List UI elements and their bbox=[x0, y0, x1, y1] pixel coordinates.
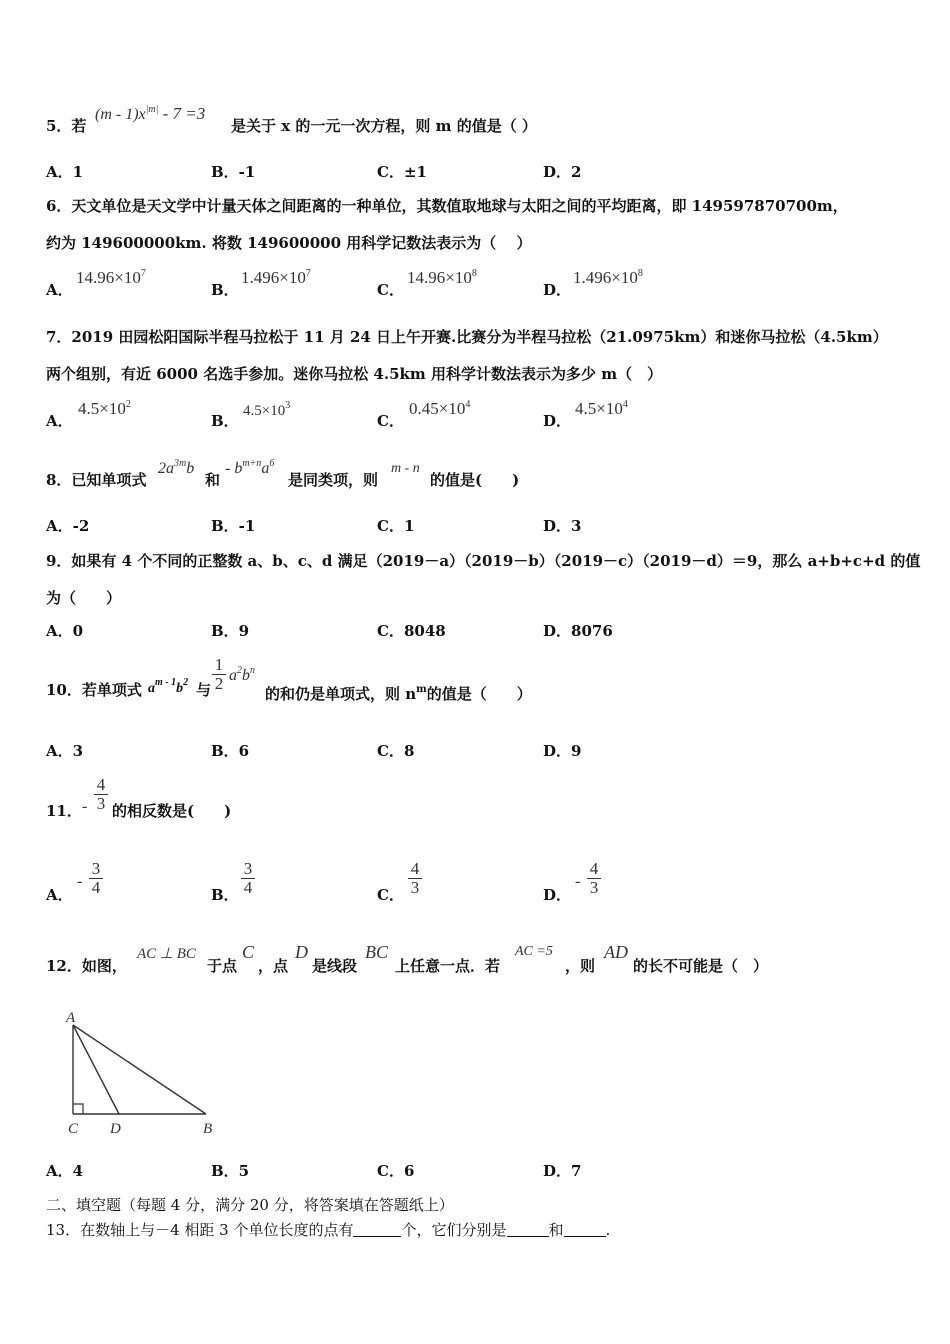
q9-option-b: B．9 bbox=[211, 622, 250, 640]
q6-option-b-value bbox=[241, 268, 311, 288]
q7-label-d: D． bbox=[543, 412, 572, 430]
q12-expr-ad: AD bbox=[604, 942, 628, 962]
q9-option-a: A．0 bbox=[46, 622, 84, 640]
label-a: A bbox=[66, 1010, 76, 1026]
q6-b-base: 1.496×10 bbox=[241, 268, 306, 287]
q10-mono-sup2: 2 bbox=[183, 677, 189, 688]
q6-label-b: B． bbox=[211, 281, 239, 299]
q8-m2-sup: m+n bbox=[242, 458, 262, 469]
label-c: C bbox=[68, 1121, 79, 1137]
q6-a-base: 14.96×10 bbox=[76, 268, 141, 287]
q12-expr-c: C bbox=[242, 942, 255, 962]
q12-text-6: 的长不可能是（ ） bbox=[633, 957, 769, 975]
q6-option-c-value bbox=[407, 268, 477, 288]
q11-frac-num: 4 bbox=[94, 776, 108, 795]
q12-triangle-figure bbox=[46, 1005, 226, 1145]
q12-option-d: D．7 bbox=[543, 1162, 582, 1180]
q11-b-den: 4 bbox=[243, 878, 253, 897]
q10-option-c: C．8 bbox=[377, 742, 415, 760]
q8-monomial-1 bbox=[158, 458, 194, 478]
side-ab bbox=[73, 1025, 206, 1114]
q6-b-exp: 7 bbox=[305, 268, 311, 279]
q10-term-sup2: n bbox=[250, 665, 255, 676]
q10-mono-sup: m - 1 bbox=[155, 677, 177, 688]
q12-expr-ac: AC =5 bbox=[515, 944, 553, 959]
q6-option-a-value bbox=[76, 268, 146, 288]
q7-a-base: 4.5×10 bbox=[78, 399, 126, 418]
q5-eq-pre: (m - 1)x bbox=[95, 106, 146, 123]
q10-term-sup: 2 bbox=[237, 665, 242, 676]
q10-fraction bbox=[212, 656, 226, 693]
q6-line1: 6．天文单位是天文学中计量天体之间距离的一种单位，其数值取地球与太阳之间的平均距离，即 149597870700m， bbox=[46, 197, 848, 215]
q5-number: 5．若 bbox=[46, 117, 87, 135]
q6-line2: 约为 149600000km. 将数 149600000 用科学记数法表示为（ ） bbox=[46, 234, 532, 252]
q13-part3: 和 bbox=[548, 1221, 564, 1239]
q6-label-c: C． bbox=[377, 281, 404, 299]
q10-with: 与 bbox=[196, 681, 212, 699]
q11-number: 11． bbox=[46, 802, 82, 820]
q11-label-c: C． bbox=[377, 886, 404, 904]
q5-eq-sup: |m| bbox=[145, 104, 159, 115]
q5-eq-post: - 7 =3 bbox=[158, 104, 206, 123]
q12-option-b: B．5 bbox=[211, 1162, 250, 1180]
q12-text-2: ，点 bbox=[258, 957, 289, 975]
q13-text bbox=[46, 1220, 610, 1240]
q6-d-exp: 8 bbox=[637, 268, 643, 279]
q7-line1: 7．2019 田园松阳国际半程马拉松于 11 月 24 日上午开赛.比赛分为半程马拉松（21.0975km）和迷你马拉松（4.5km） bbox=[46, 328, 888, 346]
q8-m1-b: b bbox=[186, 460, 195, 477]
q9-option-c: C．8048 bbox=[377, 622, 446, 640]
q11-b-num: 3 bbox=[241, 860, 255, 879]
q7-line2: 两个组别，有近 6000 名选手参加。迷你马拉松 4.5km 用科学计数法表示为多少 m（ ） bbox=[46, 365, 663, 383]
q8-tail: 的值是( ) bbox=[430, 471, 520, 489]
q11-b-fraction bbox=[241, 860, 255, 897]
q11-label-b: B． bbox=[211, 886, 239, 904]
q11-d-den: 3 bbox=[589, 878, 599, 897]
q11-tail: 的相反数是( ) bbox=[112, 802, 232, 820]
q11-a-den: 4 bbox=[91, 878, 101, 897]
q8-expression: m - n bbox=[391, 461, 420, 476]
q7-label-c: C． bbox=[377, 412, 404, 430]
q13-part4: . bbox=[605, 1221, 611, 1239]
q10-number: 10．若单项式 bbox=[46, 681, 142, 699]
q6-label-a: A． bbox=[46, 281, 73, 299]
label-d: D bbox=[110, 1121, 121, 1137]
q11-label-d: D． bbox=[543, 886, 572, 904]
right-angle-mark bbox=[73, 1104, 83, 1114]
q13-part1: 13．在数轴上与－4 相距 3 个单位长度的点有 bbox=[46, 1221, 354, 1239]
q13-blank-2[interactable] bbox=[507, 1222, 549, 1237]
q12-option-a: A．4 bbox=[46, 1162, 84, 1180]
q11-c-fraction bbox=[408, 860, 422, 897]
q11-c-num: 4 bbox=[408, 860, 422, 879]
label-b: B bbox=[203, 1121, 213, 1137]
q11-a-sign: - bbox=[77, 873, 83, 890]
q13-blank-1[interactable] bbox=[353, 1222, 401, 1237]
q8-option-b: B．-1 bbox=[211, 517, 256, 535]
q8-option-d: D．3 bbox=[543, 517, 582, 535]
q5-option-a: A．1 bbox=[46, 163, 84, 181]
q10-option-a: A．3 bbox=[46, 742, 84, 760]
q8-and: 和 bbox=[205, 471, 221, 489]
q7-option-b-value bbox=[243, 400, 290, 420]
segment-ad bbox=[73, 1025, 119, 1114]
q8-monomial-2 bbox=[225, 458, 274, 478]
q10-tail-sup: m bbox=[416, 684, 427, 695]
q5-equation bbox=[95, 104, 205, 124]
q7-c-base: 0.45×10 bbox=[409, 399, 466, 418]
q10-term-a: a bbox=[229, 667, 237, 684]
q7-label-b: B． bbox=[211, 412, 239, 430]
q5-option-d: D．2 bbox=[543, 163, 582, 181]
q11-d-sign: - bbox=[575, 873, 581, 890]
q5-option-c: C．±1 bbox=[377, 163, 427, 181]
section-2-heading: 二、填空题（每题 4 分，满分 20 分，将答案填在答题纸上） bbox=[46, 1196, 454, 1214]
q6-option-d-value bbox=[573, 268, 643, 288]
q6-d-base: 1.496×10 bbox=[573, 268, 638, 287]
q12-number: 12．如图， bbox=[46, 957, 127, 975]
q6-a-exp: 7 bbox=[140, 268, 146, 279]
q9-line2: 为（ ） bbox=[46, 589, 122, 607]
q12-expr-d: D bbox=[295, 942, 308, 962]
q10-monomial bbox=[148, 677, 188, 697]
q7-option-d-value bbox=[575, 399, 628, 419]
q11-a-fraction bbox=[89, 860, 103, 897]
q11-a-num: 3 bbox=[89, 860, 103, 879]
q13-blank-3[interactable] bbox=[564, 1222, 606, 1237]
q7-label-a: A． bbox=[46, 412, 73, 430]
q10-option-b: B．6 bbox=[211, 742, 250, 760]
q12-option-c: C．6 bbox=[377, 1162, 415, 1180]
q8-m2-sup2: 6 bbox=[269, 458, 275, 469]
q10-frac-den: 2 bbox=[214, 674, 224, 693]
q12-text-3: 是线段 bbox=[312, 957, 358, 975]
q10-option-d: D．9 bbox=[543, 742, 582, 760]
q8-m2-b: a bbox=[261, 460, 270, 477]
q7-c-exp: 4 bbox=[465, 399, 471, 410]
q10-term-b: b bbox=[242, 667, 250, 684]
q5-text: 是关于 x 的一元一次方程，则 m 的值是（ ） bbox=[231, 117, 537, 135]
q7-option-a-value bbox=[78, 399, 131, 419]
q7-b-base: 4.5×10 bbox=[243, 403, 286, 419]
q12-text-1: 于点 bbox=[207, 957, 238, 975]
q7-d-exp: 4 bbox=[622, 399, 628, 410]
q11-d-num: 4 bbox=[587, 860, 601, 879]
q8-mid-text: 是同类项，则 bbox=[288, 471, 379, 489]
q9-line1: 9．如果有 4 个不同的正整数 a、b、c、d 满足（2019－a）（2019－b）（2019－c）（2019－d）＝9，那么 a+b+c+d 的值 bbox=[46, 552, 921, 570]
q6-c-base: 14.96×10 bbox=[407, 268, 472, 287]
q12-text-5: ，则 bbox=[565, 957, 596, 975]
q10-tail bbox=[265, 680, 532, 704]
q11-label-a: A． bbox=[46, 886, 73, 904]
q5-option-b: B．-1 bbox=[211, 163, 256, 181]
q8-option-a: A．-2 bbox=[46, 517, 90, 535]
q10-tail-pre: 的和仍是单项式，则 n bbox=[265, 685, 417, 703]
q11-d-fraction bbox=[587, 860, 601, 897]
q11-frac-den: 3 bbox=[96, 794, 106, 813]
q12-expr-bc: BC bbox=[365, 942, 389, 962]
q10-mono-b: b bbox=[176, 681, 184, 696]
q8-m1-sup: 3m bbox=[174, 458, 187, 469]
q8-option-c: C．1 bbox=[377, 517, 415, 535]
q9-option-d: D．8076 bbox=[543, 622, 613, 640]
q10-term bbox=[229, 665, 255, 685]
q11-sign: - bbox=[82, 798, 88, 815]
q10-frac-num: 1 bbox=[212, 656, 226, 675]
q7-a-exp: 2 bbox=[125, 399, 131, 410]
q8-number: 8．已知单项式 bbox=[46, 471, 147, 489]
q7-option-c-value bbox=[409, 399, 470, 419]
q10-tail-text: 的值是（ ） bbox=[426, 685, 532, 703]
q8-m2-a: - b bbox=[225, 460, 243, 477]
q6-label-d: D． bbox=[543, 281, 572, 299]
q7-d-base: 4.5×10 bbox=[575, 399, 623, 418]
q8-m1-a: 2a bbox=[158, 460, 174, 477]
q6-c-exp: 8 bbox=[471, 268, 477, 279]
q13-part2: 个，它们分别是 bbox=[401, 1221, 507, 1239]
q12-text-4: 上任意一点．若 bbox=[395, 957, 501, 975]
q7-b-exp: 3 bbox=[285, 400, 291, 411]
q10-mono-a: a bbox=[148, 681, 155, 696]
q11-c-den: 3 bbox=[410, 878, 420, 897]
q11-fraction bbox=[94, 776, 108, 813]
q12-expr-perp: AC ⊥ BC bbox=[137, 946, 196, 962]
